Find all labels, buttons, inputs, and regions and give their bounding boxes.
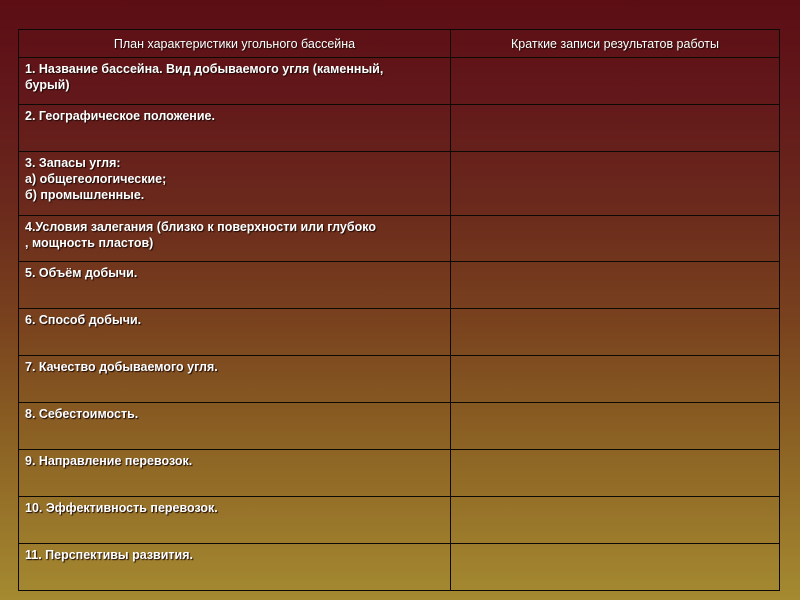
table-row — [19, 105, 780, 152]
notes-cell[interactable] — [451, 105, 780, 152]
table-row — [19, 450, 780, 497]
table-row — [19, 262, 780, 309]
notes-cell[interactable] — [451, 356, 780, 403]
plan-item-line: , мощность пластов) — [25, 236, 154, 250]
plan-item-line: 11. Перспективы развития. — [25, 548, 193, 562]
plan-item-line: 10. Эффективность перевозок. — [25, 501, 218, 515]
notes-cell[interactable] — [451, 309, 780, 356]
header-plan: План характеристики угольного бассейна — [19, 30, 451, 58]
plan-item — [19, 450, 451, 497]
notes-cell[interactable] — [451, 262, 780, 309]
plan-item — [19, 309, 451, 356]
notes-cell[interactable] — [451, 152, 780, 216]
plan-item — [19, 105, 451, 152]
notes-cell[interactable] — [451, 450, 780, 497]
plan-item — [19, 544, 451, 591]
plan-item-line: 3. Запасы угля: — [25, 156, 121, 170]
plan-item — [19, 262, 451, 309]
table-row — [19, 544, 780, 591]
table-row — [19, 356, 780, 403]
notes-cell[interactable] — [451, 216, 780, 262]
notes-cell[interactable] — [451, 58, 780, 105]
table-row — [19, 309, 780, 356]
plan-item-line: 8. Себестоимость. — [25, 407, 139, 421]
header-notes: Краткие записи результатов работы — [451, 30, 780, 58]
notes-cell[interactable] — [451, 497, 780, 544]
plan-item — [19, 152, 451, 216]
plan-item-line: 7. Качество добываемого угля. — [25, 360, 218, 374]
plan-item-line: 6. Способ добычи. — [25, 313, 142, 327]
table-row — [19, 403, 780, 450]
plan-item-line: б) промышленные. — [25, 188, 145, 202]
notes-cell[interactable] — [451, 403, 780, 450]
table-row — [19, 152, 780, 216]
table-header-row — [19, 30, 780, 58]
plan-item — [19, 356, 451, 403]
plan-item-line: 2. Географическое положение. — [25, 109, 215, 123]
plan-item — [19, 497, 451, 544]
table-row — [19, 216, 780, 262]
plan-item-line: 4.Условия залегания (близко к поверхности или глубоко — [25, 220, 376, 234]
table-row — [19, 58, 780, 105]
plan-item-line: 9. Направление перевозок. — [25, 454, 193, 468]
table-row — [19, 497, 780, 544]
plan-item-line: а) общегеологические; — [25, 172, 167, 186]
plan-item-line: 1. Название бассейна. Вид добываемого угля (каменный, — [25, 62, 384, 76]
coal-basin-plan-table — [18, 29, 780, 591]
plan-item — [19, 403, 451, 450]
plan-item — [19, 216, 451, 262]
plan-item-line: бурый) — [25, 78, 70, 92]
plan-item — [19, 58, 451, 105]
plan-item-line: 5. Объём добычи. — [25, 266, 138, 280]
notes-cell[interactable] — [451, 544, 780, 591]
